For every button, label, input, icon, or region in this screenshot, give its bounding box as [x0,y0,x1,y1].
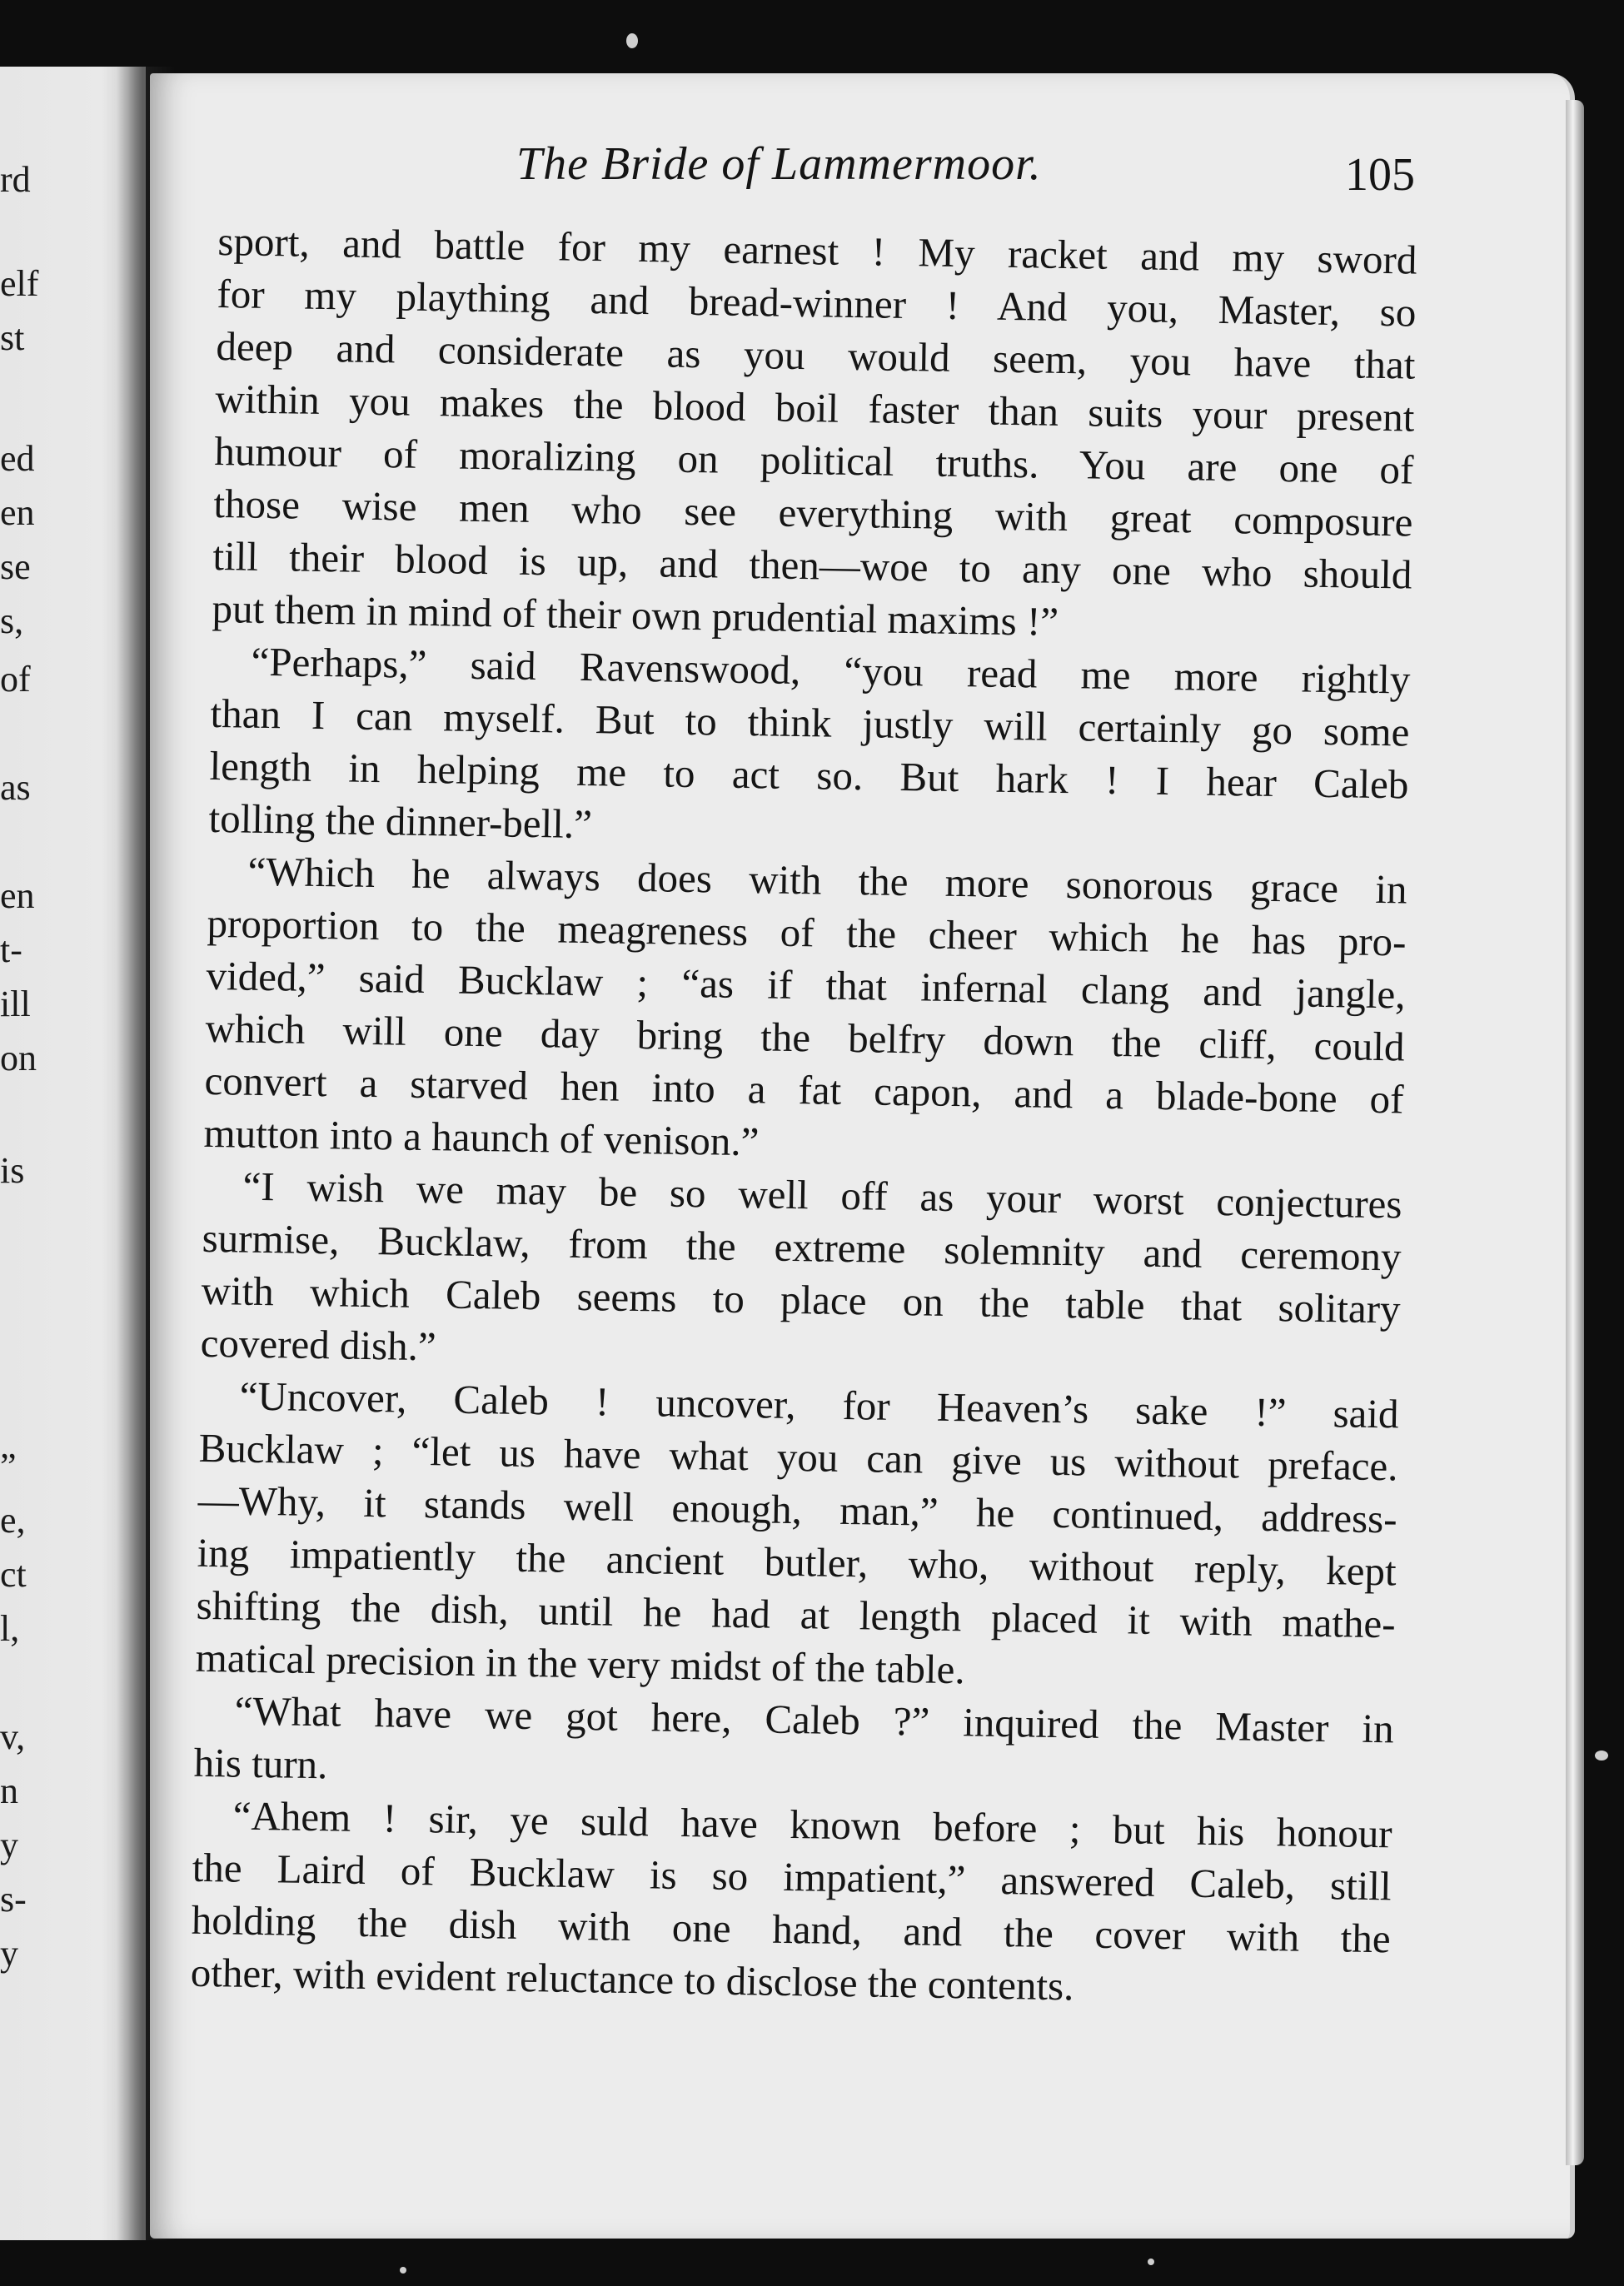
text-line: sport, and battle for my earnest ! My racket and my sword [217,217,1417,283]
previous-page-fragment: ill [0,984,31,1024]
previous-page-fragment: st [0,317,25,358]
previous-page-fragment: rd [0,159,31,200]
text-line: his turn. [193,1739,328,1788]
previous-page-fragment: n [0,1771,18,1811]
previous-page-fragment: is [0,1150,25,1191]
text-line: shifting the dish, until he had at length placed it with mathe- [196,1581,1397,1647]
text-line: mutton into a haunch of venison.” [203,1109,760,1165]
previous-page-fragment: s- [0,1879,27,1920]
previous-page-fragment: as [0,767,31,808]
text-line: covered dish.” [200,1319,437,1370]
text-line: humour of moralizing on political truths. You are one of [214,427,1414,493]
text-line: holding the dish with one hand, and the cover with the [191,1896,1392,1962]
text-line: “Ahem ! sir, ye suld have known before ; but his honour [232,1792,1393,1857]
previous-page-fragment: en [0,492,35,533]
text-line: within you makes the blood boil faster than suits your present [215,375,1415,441]
text-line: proportion to the meagreness of the cheer which he has pro- [207,899,1407,965]
dust-speck [626,33,638,48]
text-line: the Laird of Bucklaw is so impatient,” answered Caleb, still [192,1844,1392,1910]
text-line: “I wish we may be so well off as your worst conjectures [242,1163,1402,1228]
page-stack-edge [1566,100,1584,2165]
text-line: “What have we got here, Caleb ?” inquired the Master in [234,1687,1395,1752]
text-line: matical precision in the very midst of the table. [195,1634,966,1693]
dust-speck [400,2267,406,2274]
text-line: deep and considerate as you would seem, you have that [216,322,1416,388]
previous-page-fragment: of [0,659,31,700]
previous-page-fragment: y [0,1933,18,1974]
previous-page-fragment: y [0,1825,18,1865]
text-line: “Uncover, Caleb ! uncover, for Heaven’s sake !” said [239,1372,1399,1437]
text-line: vided,” said Bucklaw ; “as if that infernal clang and jangle, [206,952,1406,1018]
previous-page-fragment: v, [0,1716,26,1757]
previous-page-fragment: elf [0,263,39,304]
body-text [190,215,1417,2017]
previous-page-fragment: e, [0,1500,26,1541]
previous-page-fragment: en [0,875,35,916]
previous-page-fragment: se [0,546,31,587]
previous-page-fragment: on [0,1038,37,1078]
text-line: ing impatiently the ancient butler, who, without reply, kept [197,1529,1397,1595]
text-line: —Why, it stands well enough, man,” he continued, address- [197,1477,1398,1542]
previous-page-fragment: s, [0,600,24,641]
text-line: Bucklaw ; “let us have what you can give us without preface. [198,1424,1398,1490]
text-line: which will one day bring the belfry down the cliff, could [205,1004,1405,1070]
previous-page-fragment: ed [0,438,35,479]
text-line: those wise men who see everything with great composure [213,480,1413,545]
text-line: till their blood is up, and then—woe to any one who should [212,532,1412,598]
text-line: with which Caleb seems to place on the table that solitary [201,1267,1401,1332]
text-line: length in helping me to act so. But hark ! I hear Caleb [209,742,1409,808]
text-line: surmise, Bucklaw, from the extreme solemnity and ceremony [202,1214,1402,1280]
text-line: tolling the dinner-bell.” [208,794,593,848]
running-head: The Bride of Lammermoor. [516,138,1042,190]
previous-page-fragment: ” [0,1446,17,1487]
text-line: convert a starved hen into a fat capon, and a blade-bone of [204,1057,1404,1123]
text-line: put them in mind of their own prudential maxims !” [212,585,1059,645]
dust-speck [1148,2259,1154,2265]
text-line: “Which he always does with the more sonorous grace in [247,848,1407,913]
dust-speck [1595,1751,1608,1761]
text-line: for my plaything and bread-winner ! And you, Master, so [217,270,1417,336]
text-line: than I can myself. But to think justly will certainly go some [210,690,1410,755]
previous-page-fragment: t- [0,929,22,970]
previous-page-fragment: l, [0,1608,20,1649]
previous-page-fragment: ct [0,1554,27,1595]
page-number: 105 [1345,149,1415,201]
text-line: other, with evident reluctance to disclose the contents. [190,1949,1074,2010]
text-line: “Perhaps,” said Ravenswood, “you read me more rightly [251,638,1411,703]
